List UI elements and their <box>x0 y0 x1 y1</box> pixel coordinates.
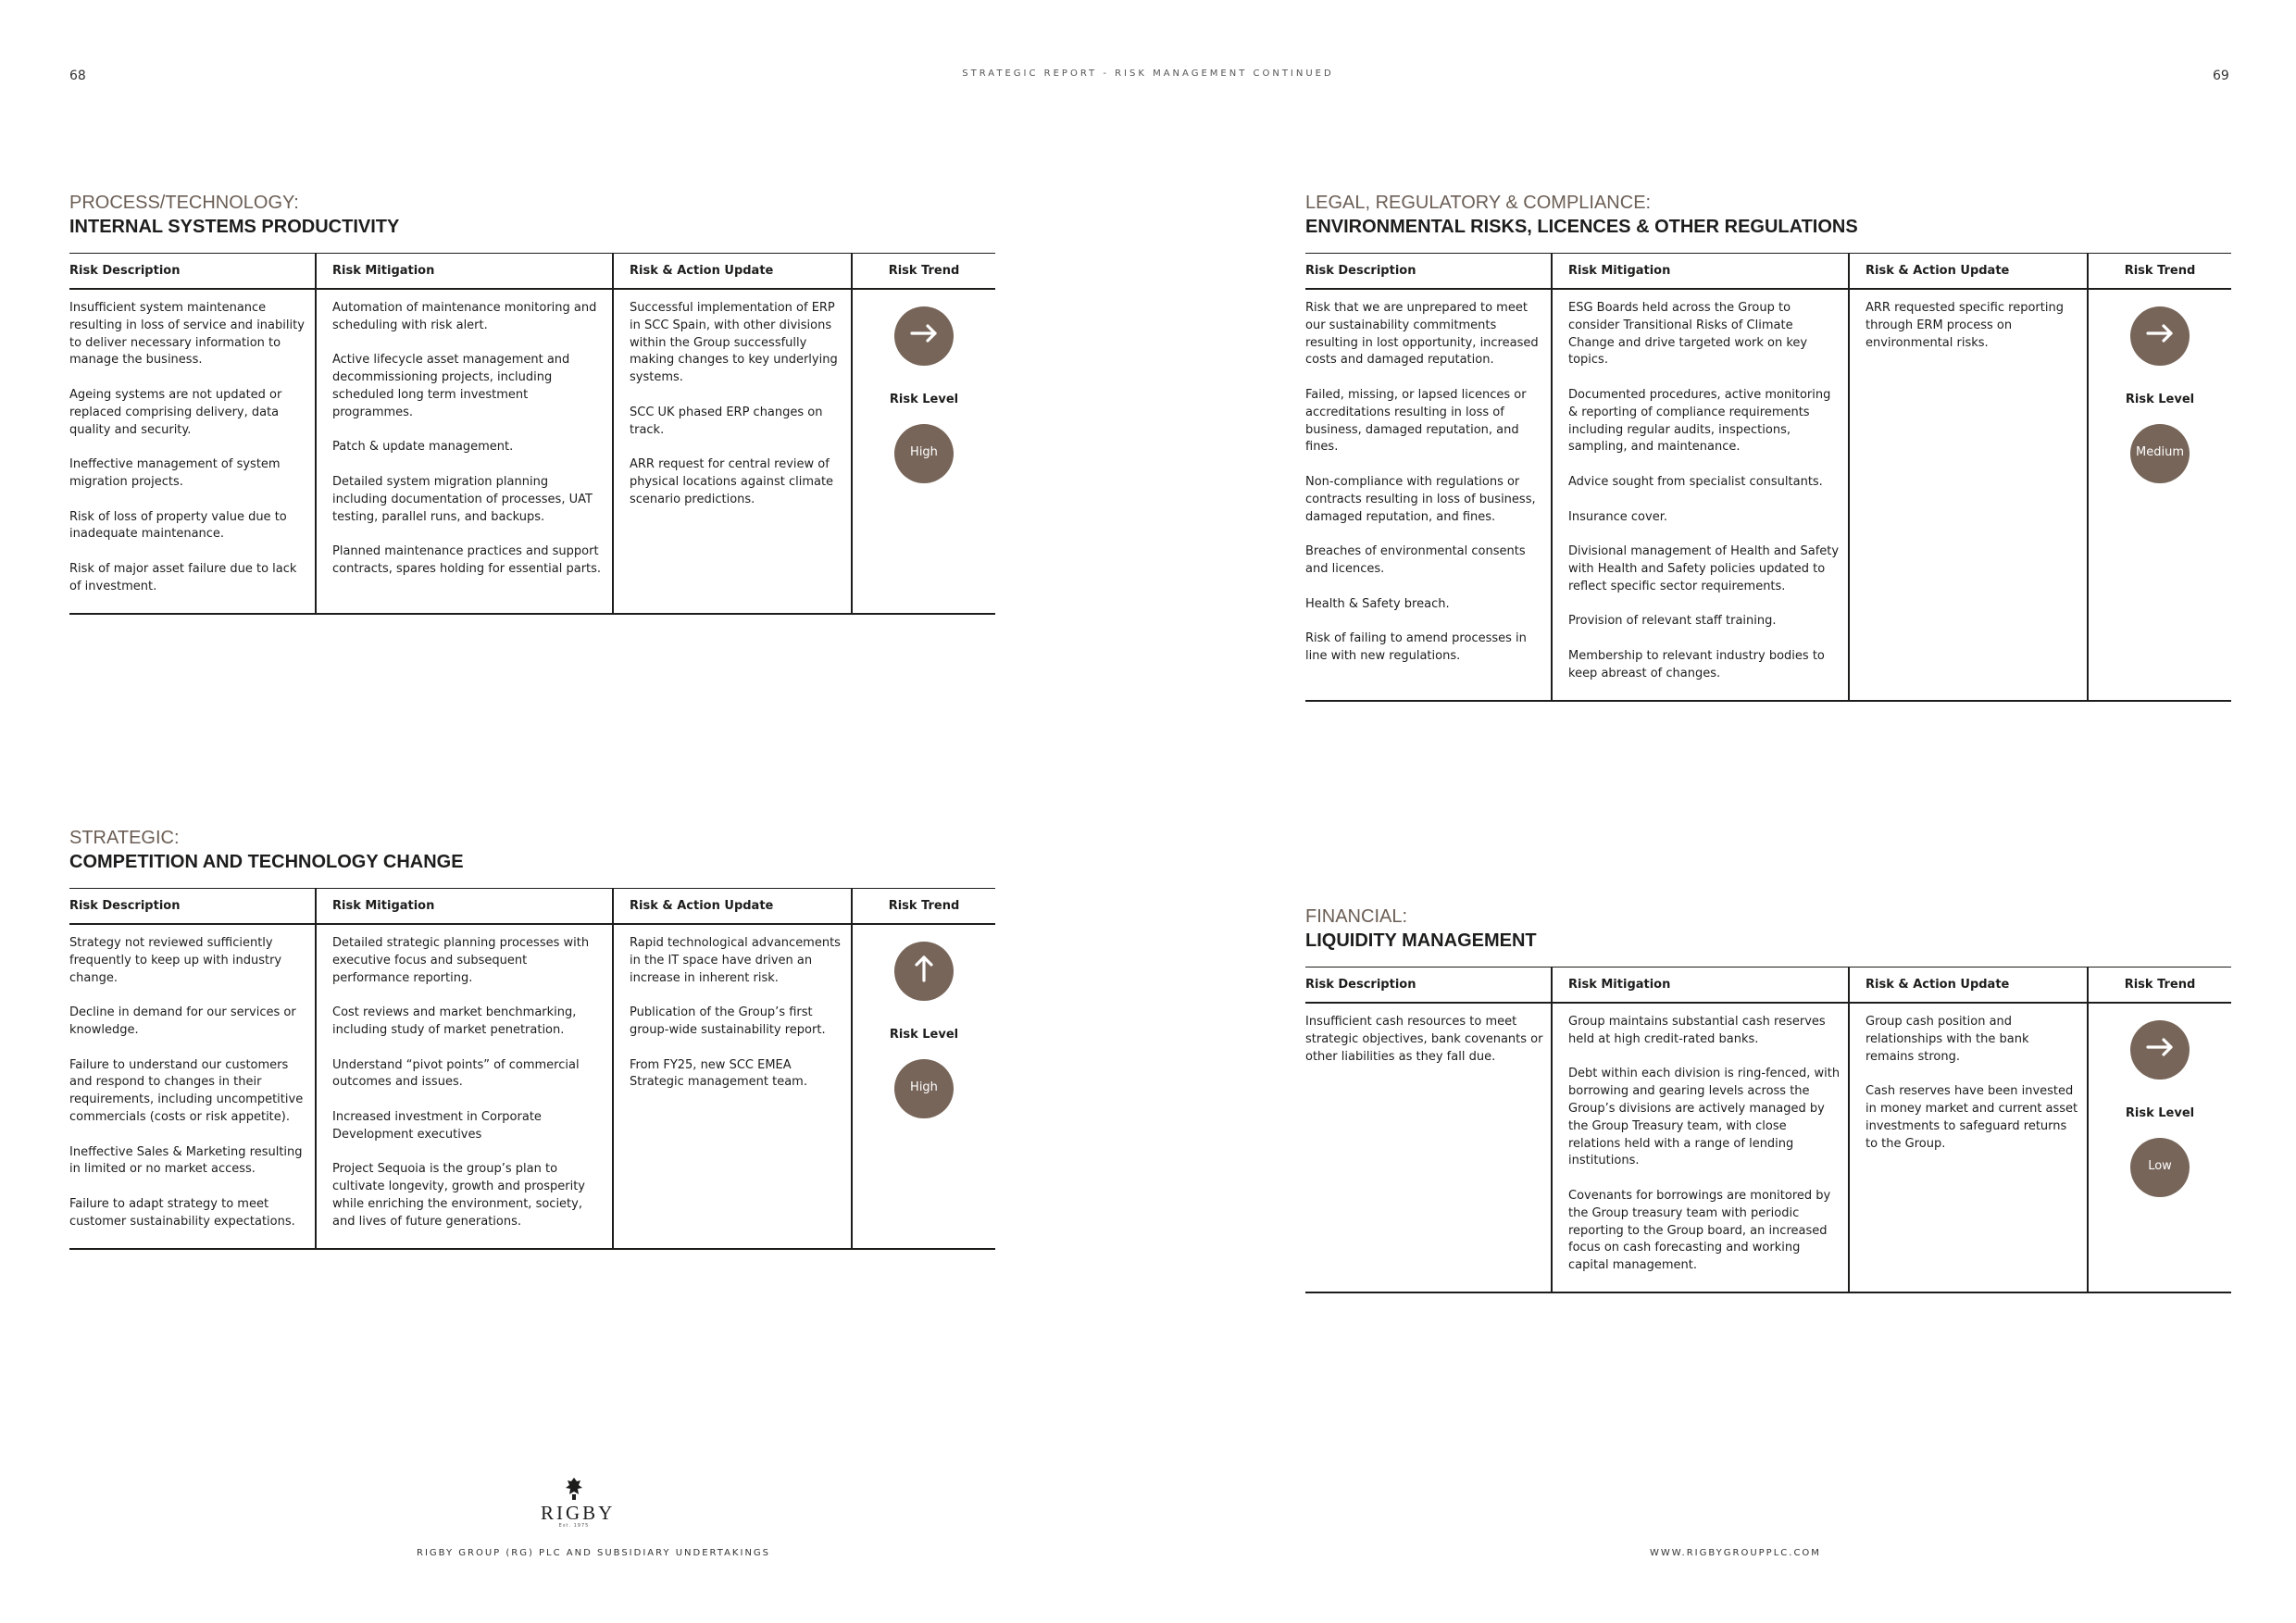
cell-paragraph: Covenants for borrowings are monitored by the Group treasury team with periodic reporting to the Group board, an increased focus on cash forecasting and working capital management. <box>1568 1188 1831 1273</box>
risk-update-cell <box>1849 1003 2088 1292</box>
risk-title: INTERNAL SYSTEMS PRODUCTIVITY <box>69 217 400 237</box>
cell-paragraph: Debt within each division is ring-fenced, with borrowing and gearing levels across the Group’s divisions are actively managed by the Group Treasury team, with close relations held with a range of lending institutions. <box>1568 1067 1841 1168</box>
cell-paragraph: Non-compliance with regulations or contracts resulting in loss of business, damaged reputation, and fines. <box>1305 474 1536 524</box>
column-header-risk-action-update: Risk & Action Update <box>613 889 852 925</box>
cell-paragraph: Planned maintenance practices and support contracts, spares holding for essential parts. <box>332 544 602 576</box>
risk-table-header <box>1305 968 2231 1004</box>
risk-description-cell <box>69 289 316 614</box>
risk-section <box>1305 191 2231 702</box>
risk-table <box>69 888 995 1250</box>
footer-right: WWW.RIGBYGROUPPLC.COM <box>1650 1548 1821 1558</box>
page-number-left: 68 <box>69 69 86 83</box>
cell-paragraph: Project Sequoia is the group’s plan to cultivate longevity, growth and prosperity while enriching the environment, society, and lives of future generations. <box>332 1162 585 1229</box>
cell-paragraph: Group maintains substantial cash reserves held at high credit-rated banks. <box>1568 1015 1826 1046</box>
risk-trend-badge <box>894 942 954 1001</box>
column-header-risk-description: Risk Description <box>69 889 316 925</box>
column-header-risk-action-update: Risk & Action Update <box>1849 968 2088 1004</box>
risk-trend-cell <box>852 289 995 614</box>
column-header-risk-action-update: Risk & Action Update <box>1849 254 2088 290</box>
cell-paragraph: Patch & update management. <box>332 440 514 455</box>
cell-paragraph: Provision of relevant staff training. <box>1568 614 1777 629</box>
risk-category: STRATEGIC: <box>69 828 180 848</box>
cell-paragraph: Cash reserves have been invested in money market and current asset investments to safeguard returns to the Group. <box>1866 1084 2078 1151</box>
cell-paragraph: Failed, missing, or lapsed licences or accreditations resulting in loss of business, damaged reputation, and fines. <box>1305 387 1527 455</box>
risk-mitigation-cell <box>316 289 613 614</box>
risk-section <box>69 191 995 615</box>
cell-paragraph: Successful implementation of ERP in SCC Spain, with other divisions within the Group successfully making changes to key underlying systems. <box>630 301 838 385</box>
cell-paragraph: ESG Boards held across the Group to consider Transitional Risks of Climate Change and drive targeted work on key topics. <box>1568 301 1808 368</box>
column-header-risk-description: Risk Description <box>1305 968 1552 1004</box>
cell-paragraph: Risk that we are unprepared to meet our sustainability commitments resulting in lost opportunity, increased costs and damaged reputation. <box>1305 301 1539 368</box>
cell-paragraph: Health & Safety breach. <box>1305 596 1450 611</box>
risk-table-header <box>69 889 995 925</box>
column-header-risk-trend: Risk Trend <box>852 254 995 290</box>
column-header-risk-trend: Risk Trend <box>852 889 995 925</box>
cell-paragraph: Insufficient cash resources to meet strategic objectives, bank covenants or other liabilities as they fall due. <box>1305 1015 1543 1064</box>
cell-paragraph: Ineffective Sales & Marketing resulting in limited or no market access. <box>69 1144 303 1177</box>
logo-est: Est. 1975 <box>558 1523 590 1529</box>
cell-paragraph: Membership to relevant industry bodies to keep abreast of changes. <box>1568 648 1825 680</box>
cell-paragraph: Ineffective management of system migration projects. <box>69 457 281 489</box>
risk-description-cell <box>69 924 316 1249</box>
cell-paragraph: Documented procedures, active monitoring & reporting of compliance requirements including regular audits, inspections, sampling, and maintenance. <box>1568 387 1831 455</box>
risk-table-row <box>1305 1003 2231 1292</box>
risk-table <box>1305 967 2231 1293</box>
risk-table <box>1305 253 2231 702</box>
cell-paragraph: Understand “pivot points” of commercial outcomes and issues. <box>332 1057 580 1090</box>
risk-mitigation-cell <box>316 924 613 1249</box>
risk-table-row <box>69 924 995 1249</box>
arrow-up-icon <box>905 950 942 993</box>
cell-paragraph: Ageing systems are not updated or replaced comprising delivery, data quality and security. <box>69 387 282 437</box>
arrow-right-icon <box>2141 315 2178 358</box>
cell-paragraph: ARR requested specific reporting through ERM process on environmental risks. <box>1866 301 2064 350</box>
risk-trend-badge <box>894 306 954 366</box>
cell-paragraph: Decline in demand for our services or knowledge. <box>69 1005 296 1037</box>
risk-section <box>1305 905 2231 1293</box>
risk-level-label: Risk Level <box>2125 1106 2195 1120</box>
cell-paragraph: ARR request for central review of physical locations against climate scenario predictions. <box>630 457 834 506</box>
risk-table-header <box>1305 254 2231 290</box>
cell-paragraph: Detailed system migration planning including documentation of processes, UAT testing, parallel runs, and backups. <box>332 474 593 524</box>
logo-wordmark: RIGBY <box>541 1502 616 1524</box>
column-header-risk-trend: Risk Trend <box>2088 968 2231 1004</box>
risk-level-label: Risk Level <box>889 1028 959 1042</box>
crest-icon <box>564 1477 584 1501</box>
risk-trend-badge <box>2130 306 2190 366</box>
risk-title: COMPETITION AND TECHNOLOGY CHANGE <box>69 852 464 872</box>
cell-paragraph: Insurance cover. <box>1568 509 1667 524</box>
risk-title: ENVIRONMENTAL RISKS, LICENCES & OTHER REGULATIONS <box>1305 217 1858 237</box>
risk-mitigation-cell <box>1552 289 1849 701</box>
risk-level-badge: High <box>894 424 954 483</box>
risk-category: LEGAL, REGULATORY & COMPLIANCE: <box>1305 193 1652 213</box>
risk-section <box>69 826 995 1250</box>
risk-trend-badge <box>2130 1020 2190 1080</box>
column-header-risk-description: Risk Description <box>69 254 316 290</box>
footer-left: RIGBY GROUP (RG) PLC AND SUBSIDIARY UNDERTAKINGS <box>417 1548 771 1558</box>
risk-table-header <box>69 254 995 290</box>
risk-table-row <box>1305 289 2231 701</box>
cell-paragraph: Active lifecycle asset management and decommissioning projects, including scheduled long term investment programmes. <box>332 353 570 419</box>
cell-paragraph: Advice sought from specialist consultants. <box>1568 474 1823 489</box>
risk-level-badge: Low <box>2130 1138 2190 1197</box>
cell-paragraph: Failure to understand our customers and respond to changes in their requirements, including uncompetitive commercials (costs or risk appetite). <box>69 1057 304 1124</box>
risk-table <box>69 253 995 615</box>
risk-table-row <box>69 289 995 614</box>
column-header-risk-description: Risk Description <box>1305 254 1552 290</box>
risk-level-label: Risk Level <box>2125 393 2195 406</box>
risk-trend-cell <box>2088 1003 2231 1292</box>
cell-paragraph: Rapid technological advancements in the IT space have driven an increase in inherent risk. <box>630 936 841 985</box>
cell-paragraph: Increased investment in Corporate Development executives <box>332 1109 542 1142</box>
cell-paragraph: Publication of the Group’s first group-wide sustainability report. <box>630 1005 826 1037</box>
cell-paragraph: Group cash position and relationships with the bank remains strong. <box>1866 1015 2029 1064</box>
cell-paragraph: Failure to adapt strategy to meet customer sustainability expectations. <box>69 1196 295 1229</box>
rigby-logo <box>541 1477 616 1529</box>
column-header-risk-mitigation: Risk Mitigation <box>1552 254 1849 290</box>
cell-paragraph: Divisional management of Health and Safety with Health and Safety policies updated to reflect specific sector requirements. <box>1568 544 1840 593</box>
cell-paragraph: Detailed strategic planning processes with executive focus and subsequent performance reporting. <box>332 936 590 985</box>
cell-paragraph: Cost reviews and market benchmarking, including study of market penetration. <box>332 1005 577 1037</box>
risk-level-badge: High <box>894 1059 954 1118</box>
arrow-right-icon <box>2141 1029 2178 1072</box>
risk-level-badge: Medium <box>2130 424 2190 483</box>
running-header: STRATEGIC REPORT - RISK MANAGEMENT CONTINUED <box>962 69 1334 79</box>
risk-update-cell <box>613 924 852 1249</box>
risk-description-cell <box>1305 1003 1552 1292</box>
risk-mitigation-cell <box>1552 1003 1849 1292</box>
cell-paragraph: Risk of failing to amend processes in line with new regulations. <box>1305 631 1527 663</box>
cell-paragraph: Risk of major asset failure due to lack of investment. <box>69 561 297 593</box>
risk-update-cell <box>613 289 852 614</box>
risk-level-label: Risk Level <box>889 393 959 406</box>
cell-paragraph: From FY25, new SCC EMEA Strategic management team. <box>630 1057 807 1090</box>
risk-title: LIQUIDITY MANAGEMENT <box>1305 930 1537 951</box>
column-header-risk-mitigation: Risk Mitigation <box>316 889 613 925</box>
cell-paragraph: SCC UK phased ERP changes on track. <box>630 405 823 437</box>
column-header-risk-mitigation: Risk Mitigation <box>316 254 613 290</box>
cell-paragraph: Breaches of environmental consents and licences. <box>1305 544 1526 576</box>
cell-paragraph: Automation of maintenance monitoring and scheduling with risk alert. <box>332 301 597 332</box>
risk-update-cell <box>1849 289 2088 701</box>
column-header-risk-mitigation: Risk Mitigation <box>1552 968 1849 1004</box>
risk-category: PROCESS/TECHNOLOGY: <box>69 193 299 213</box>
risk-category: FINANCIAL: <box>1305 906 1408 927</box>
arrow-right-icon <box>905 315 942 358</box>
cell-paragraph: Risk of loss of property value due to inadequate maintenance. <box>69 509 287 542</box>
risk-trend-cell <box>2088 289 2231 701</box>
cell-paragraph: Strategy not reviewed sufficiently frequently to keep up with industry change. <box>69 936 282 985</box>
risk-description-cell <box>1305 289 1552 701</box>
column-header-risk-trend: Risk Trend <box>2088 254 2231 290</box>
page-number-right: 69 <box>2213 69 2229 83</box>
cell-paragraph: Insufficient system maintenance resulting in loss of service and inability to deliver necessary information to manage the business. <box>69 301 305 368</box>
column-header-risk-action-update: Risk & Action Update <box>613 254 852 290</box>
risk-trend-cell <box>852 924 995 1249</box>
